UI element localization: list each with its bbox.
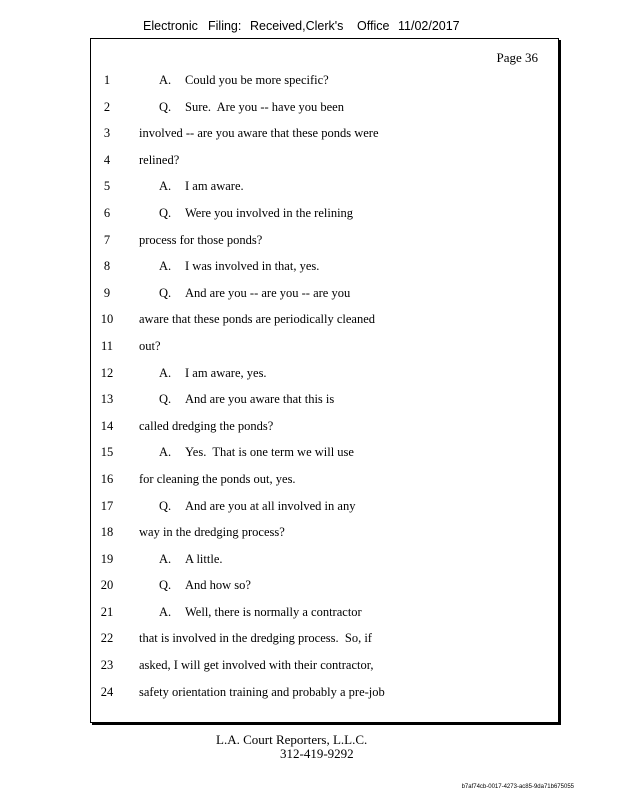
header-received-clerks: Received,Clerk's [250,19,344,33]
transcript-line [91,631,558,658]
header-date: 11/02/2017 [398,19,460,33]
transcript-line [91,153,558,180]
transcript-line [91,605,558,632]
transcript-line [91,685,558,712]
line-text-wrap [159,445,354,460]
line-number: 16 [100,471,114,486]
line-text: Well, there is normally a contractor [185,604,362,619]
speaker-label: Q. [159,392,172,407]
speaker-label: A. [159,73,172,87]
header-filing: Filing: [208,19,242,33]
line-number: 17 [100,498,114,513]
line-number: 1 [103,73,111,87]
speaker-label: A. [159,259,172,274]
line-text: And are you at all involved in any [185,498,356,513]
line-text: And how so? [185,578,251,593]
footer-company: L.A. Court Reporters, L.L.C. [216,732,368,747]
line-text: safety orientation training and probably a pre-job [139,684,385,699]
line-text: for cleaning the ponds out, yes. [139,471,296,486]
line-number: 11 [100,338,114,353]
line-text: that is involved in the dredging process. So, if [139,631,372,646]
transcript-line [91,472,558,499]
line-text-wrap [159,499,355,514]
line-number: 14 [100,418,114,433]
transcript-line [91,312,558,339]
filing-header [0,19,618,37]
line-number: 4 [103,152,111,167]
transcript-line [91,100,558,127]
line-text-wrap [139,525,285,540]
line-number: 6 [103,205,111,220]
line-text: I am aware. [185,179,244,194]
line-text-wrap [159,179,244,194]
line-text-wrap [139,658,374,673]
line-text-wrap [159,366,267,381]
line-number: 10 [100,312,114,327]
line-text: I am aware, yes. [185,365,267,380]
line-text-wrap [159,73,329,88]
line-text-wrap [139,153,179,168]
speaker-label: A. [159,179,172,194]
line-text-wrap [139,233,262,248]
line-text: aware that these ponds are periodically cleaned [139,312,375,327]
header-electronic: Electronic [143,19,198,33]
line-text: Could you be more specific? [185,73,329,87]
line-text: I was involved in that, yes. [185,259,320,274]
transcript-line [91,73,558,100]
line-number: 8 [103,259,111,274]
line-text-wrap [159,578,251,593]
line-number: 7 [103,232,111,247]
line-number: 2 [103,99,111,114]
line-text: involved -- are you aware that these ponds were [139,126,379,141]
transcript-line [91,286,558,313]
line-text-wrap [139,685,385,700]
line-text: Were you involved in the relining [185,205,354,220]
line-number: 24 [100,684,114,699]
line-number: 5 [103,179,111,194]
speaker-label: Q. [159,205,172,220]
line-text: Sure. Are you -- have you been [185,99,344,114]
line-text: Yes. That is one term we will use [185,445,354,460]
transcript-line [91,126,558,153]
line-number: 23 [100,658,114,673]
line-text-wrap [159,392,334,407]
transcript-page [90,38,559,723]
transcript-line [91,179,558,206]
speaker-label: Q. [159,578,172,593]
line-text: way in the dredging process? [139,525,285,540]
line-text-wrap [139,419,273,434]
line-text-wrap [139,339,161,354]
document-hash: b7af74cb-0017-4273-ac85-9da71b675055 [461,784,574,790]
line-number: 19 [100,551,114,566]
speaker-label: A. [159,365,172,380]
line-text: A little. [185,551,223,566]
transcript-line [91,525,558,552]
line-text: And are you -- are you -- are you [185,285,351,300]
line-text: process for those ponds? [139,232,263,247]
line-text-wrap [139,126,379,141]
transcript-line [91,339,558,366]
transcript-line [91,259,558,286]
transcript-line [91,366,558,393]
transcript-line [91,233,558,260]
line-text-wrap [159,552,223,567]
line-number: 15 [100,445,114,460]
transcript-line [91,552,558,579]
speaker-label: A. [159,604,172,619]
line-number: 21 [100,604,114,619]
footer-phone: 312-419-9292 [280,746,354,761]
line-text: And are you aware that this is [185,392,335,407]
transcript-line [91,578,558,605]
speaker-label: Q. [159,498,172,513]
line-text: out? [139,338,161,353]
line-number: 22 [100,631,114,646]
line-text: called dredging the ponds? [139,418,274,433]
transcript-line [91,445,558,472]
line-text-wrap [139,631,372,646]
line-text-wrap [159,100,344,115]
line-text: asked, I will get involved with their contractor, [139,658,374,673]
line-number: 13 [100,392,114,407]
transcript-line [91,658,558,685]
line-number: 9 [103,285,111,300]
line-number: 18 [100,525,114,540]
line-text-wrap [139,472,296,487]
line-text: relined? [139,152,180,167]
line-number: 20 [100,578,114,593]
line-number: 12 [100,365,114,380]
speaker-label: A. [159,551,172,566]
line-number: 3 [103,126,111,141]
transcript-line [91,419,558,446]
line-text-wrap [159,286,350,301]
line-text-wrap [159,259,319,274]
line-text-wrap [139,312,375,327]
transcript-line [91,392,558,419]
transcript-line [91,499,558,526]
speaker-label: A. [159,445,172,460]
page-number: Page 36 [496,50,538,65]
speaker-label: Q. [159,285,172,300]
header-office: Office [357,19,390,33]
transcript-lines [91,73,558,711]
speaker-label: Q. [159,99,172,114]
line-text-wrap [159,605,362,620]
transcript-line [91,206,558,233]
line-text-wrap [159,206,353,221]
